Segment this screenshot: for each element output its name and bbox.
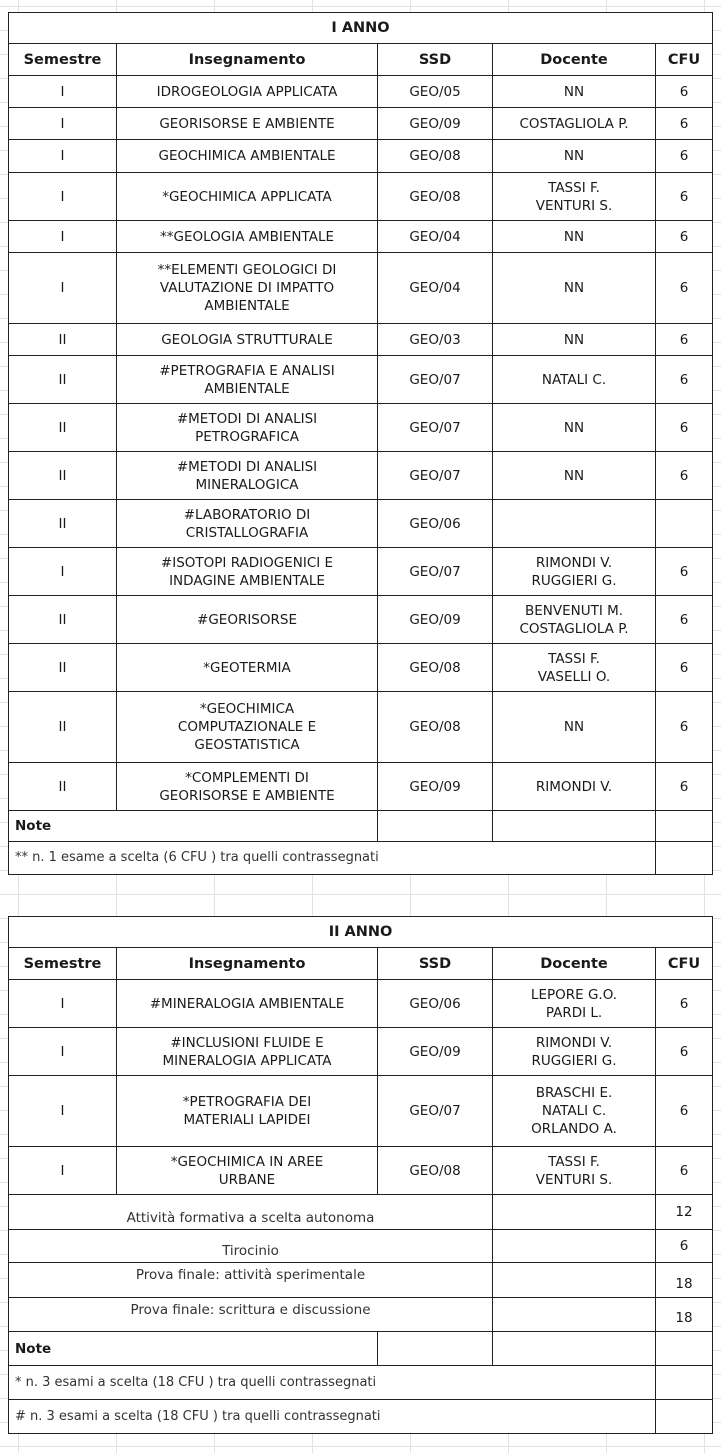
cell-cfu: 6	[656, 1147, 713, 1195]
cell-semestre: I	[9, 1147, 117, 1195]
cell-cfu: 6	[656, 140, 713, 173]
cell-insegnamento: **GEOLOGIA AMBIENTALE	[117, 221, 378, 253]
cell-ssd: GEO/09	[378, 596, 493, 644]
course-row	[9, 1076, 713, 1147]
cell-docente: TASSI F. VENTURI S.	[493, 173, 656, 221]
cell-docente: NN	[493, 221, 656, 253]
cell-docente: BENVENUTI M. COSTAGLIOLA P.	[493, 596, 656, 644]
course-row	[9, 356, 713, 404]
extra-activity-cfu: 18	[656, 1263, 713, 1298]
extra-activity-label: Tirocinio	[9, 1230, 493, 1263]
cell-ssd: GEO/03	[378, 324, 493, 356]
course-row	[9, 221, 713, 253]
cell-insegnamento: *PETROGRAFIA DEI MATERIALI LAPIDEI	[117, 1076, 378, 1147]
header-cfu: CFU	[656, 44, 713, 76]
cell-insegnamento: #METODI DI ANALISI MINERALOGICA	[117, 452, 378, 500]
cell-semestre: II	[9, 763, 117, 811]
cell-semestre: II	[9, 596, 117, 644]
empty-cell	[378, 1332, 493, 1366]
cell-semestre: I	[9, 76, 117, 108]
cell-cfu: 6	[656, 1076, 713, 1147]
empty-cell	[656, 842, 713, 875]
course-row	[9, 253, 713, 324]
cell-docente: COSTAGLIOLA P.	[493, 108, 656, 140]
empty-cell	[656, 1332, 713, 1366]
header-insegnamento: Insegnamento	[117, 948, 378, 980]
extra-activity-cfu: 12	[656, 1195, 713, 1230]
cell-semestre: I	[9, 221, 117, 253]
cell-semestre: II	[9, 356, 117, 404]
cell-semestre: I	[9, 173, 117, 221]
course-row	[9, 548, 713, 596]
header-docente: Docente	[493, 948, 656, 980]
empty-cell	[493, 1195, 656, 1230]
cell-insegnamento: *GEOCHIMICA COMPUTAZIONALE E GEOSTATISTICA	[117, 692, 378, 763]
cell-docente: LEPORE G.O. PARDI L.	[493, 980, 656, 1028]
cell-semestre: II	[9, 692, 117, 763]
header-ssd: SSD	[378, 948, 493, 980]
cell-docente: NN	[493, 404, 656, 452]
extra-activity-label: Attività formativa a scelta autonoma	[9, 1195, 493, 1230]
empty-cell	[493, 1230, 656, 1263]
cell-docente: NN	[493, 452, 656, 500]
cell-ssd: GEO/09	[378, 108, 493, 140]
cell-ssd: GEO/07	[378, 404, 493, 452]
cell-cfu: 6	[656, 980, 713, 1028]
cell-ssd: GEO/07	[378, 1076, 493, 1147]
empty-cell	[493, 1298, 656, 1332]
cell-semestre: II	[9, 644, 117, 692]
header-docente: Docente	[493, 44, 656, 76]
course-row	[9, 1028, 713, 1076]
cell-cfu: 6	[656, 644, 713, 692]
cell-cfu: 6	[656, 452, 713, 500]
cell-cfu: 6	[656, 221, 713, 253]
course-row	[9, 140, 713, 173]
course-row	[9, 108, 713, 140]
year2-table	[8, 916, 713, 1434]
cell-semestre: II	[9, 404, 117, 452]
cell-insegnamento: GEOLOGIA STRUTTURALE	[117, 324, 378, 356]
cell-docente: RIMONDI V.	[493, 763, 656, 811]
cell-ssd: GEO/08	[378, 140, 493, 173]
cell-insegnamento: *COMPLEMENTI DI GEORISORSE E AMBIENTE	[117, 763, 378, 811]
cell-cfu: 6	[656, 76, 713, 108]
cell-docente: BRASCHI E. NATALI C. ORLANDO A.	[493, 1076, 656, 1147]
cell-semestre: I	[9, 140, 117, 173]
cell-ssd: GEO/09	[378, 763, 493, 811]
cell-insegnamento: #METODI DI ANALISI PETROGRAFICA	[117, 404, 378, 452]
cell-docente: NN	[493, 140, 656, 173]
cell-insegnamento: *GEOCHIMICA APPLICATA	[117, 173, 378, 221]
cell-ssd: GEO/07	[378, 452, 493, 500]
course-row	[9, 500, 713, 548]
cell-semestre: I	[9, 108, 117, 140]
empty-cell	[656, 811, 713, 842]
extra-activity-cfu: 6	[656, 1230, 713, 1263]
cell-semestre: II	[9, 452, 117, 500]
cell-cfu: 6	[656, 108, 713, 140]
empty-cell	[656, 1400, 713, 1434]
header-semestre: Semestre	[9, 44, 117, 76]
cell-docente	[493, 500, 656, 548]
cell-insegnamento: **ELEMENTI GEOLOGICI DI VALUTAZIONE DI IMPATTO AMBIENTALE	[117, 253, 378, 324]
course-row	[9, 173, 713, 221]
year1-title: I ANNO	[9, 13, 713, 44]
cell-insegnamento: *GEOCHIMICA IN AREE URBANE	[117, 1147, 378, 1195]
cell-docente: TASSI F. VASELLI O.	[493, 644, 656, 692]
cell-semestre: II	[9, 500, 117, 548]
course-row	[9, 324, 713, 356]
cell-ssd: GEO/08	[378, 692, 493, 763]
extra-activity-label: Prova finale: scrittura e discussione	[9, 1298, 493, 1332]
cell-ssd: GEO/09	[378, 1028, 493, 1076]
cell-insegnamento: GEORISORSE E AMBIENTE	[117, 108, 378, 140]
cell-docente: NN	[493, 324, 656, 356]
note-text: ** n. 1 esame a scelta (6 CFU ) tra quelli contrassegnati	[9, 842, 656, 875]
note-text: # n. 3 esami a scelta (18 CFU ) tra quelli contrassegnati	[9, 1400, 656, 1434]
cell-ssd: GEO/07	[378, 356, 493, 404]
year1-table	[8, 12, 713, 875]
course-row	[9, 1147, 713, 1195]
cell-cfu: 6	[656, 1028, 713, 1076]
year2-title: II ANNO	[9, 917, 713, 948]
cell-ssd: GEO/04	[378, 253, 493, 324]
cell-semestre: I	[9, 548, 117, 596]
cell-insegnamento: #MINERALOGIA AMBIENTALE	[117, 980, 378, 1028]
cell-cfu: 6	[656, 692, 713, 763]
course-row	[9, 980, 713, 1028]
cell-cfu: 6	[656, 404, 713, 452]
cell-cfu	[656, 500, 713, 548]
cell-docente: NN	[493, 692, 656, 763]
cell-insegnamento: *GEOTERMIA	[117, 644, 378, 692]
cell-ssd: GEO/07	[378, 548, 493, 596]
course-row	[9, 596, 713, 644]
cell-insegnamento: #LABORATORIO DI CRISTALLOGRAFIA	[117, 500, 378, 548]
course-row	[9, 76, 713, 108]
cell-docente: NN	[493, 76, 656, 108]
cell-insegnamento: #INCLUSIONI FLUIDE E MINERALOGIA APPLICATA	[117, 1028, 378, 1076]
header-ssd: SSD	[378, 44, 493, 76]
cell-insegnamento: IDROGEOLOGIA APPLICATA	[117, 76, 378, 108]
cell-semestre: I	[9, 980, 117, 1028]
cell-semestre: II	[9, 324, 117, 356]
cell-ssd: GEO/06	[378, 980, 493, 1028]
cell-cfu: 6	[656, 596, 713, 644]
cell-ssd: GEO/08	[378, 644, 493, 692]
course-row	[9, 452, 713, 500]
cell-ssd: GEO/08	[378, 1147, 493, 1195]
course-row	[9, 404, 713, 452]
course-row	[9, 692, 713, 763]
cell-ssd: GEO/04	[378, 221, 493, 253]
cell-cfu: 6	[656, 356, 713, 404]
cell-insegnamento: #ISOTOPI RADIOGENICI E INDAGINE AMBIENTALE	[117, 548, 378, 596]
note-label: Note	[9, 1332, 378, 1366]
cell-docente: TASSI F. VENTURI S.	[493, 1147, 656, 1195]
cell-insegnamento: #GEORISORSE	[117, 596, 378, 644]
course-row	[9, 644, 713, 692]
cell-docente: RIMONDI V. RUGGIERI G.	[493, 1028, 656, 1076]
cell-ssd: GEO/08	[378, 173, 493, 221]
cell-cfu: 6	[656, 548, 713, 596]
cell-insegnamento: #PETROGRAFIA E ANALISI AMBIENTALE	[117, 356, 378, 404]
empty-cell	[378, 811, 493, 842]
header-cfu: CFU	[656, 948, 713, 980]
header-insegnamento: Insegnamento	[117, 44, 378, 76]
cell-cfu: 6	[656, 173, 713, 221]
empty-cell	[493, 1332, 656, 1366]
cell-cfu: 6	[656, 763, 713, 811]
note-text: * n. 3 esami a scelta (18 CFU ) tra quelli contrassegnati	[9, 1366, 656, 1400]
cell-docente: NATALI C.	[493, 356, 656, 404]
extra-activity-cfu: 18	[656, 1298, 713, 1332]
cell-cfu: 6	[656, 253, 713, 324]
empty-cell	[656, 1366, 713, 1400]
cell-ssd: GEO/06	[378, 500, 493, 548]
cell-cfu: 6	[656, 324, 713, 356]
cell-semestre: I	[9, 1076, 117, 1147]
cell-semestre: I	[9, 253, 117, 324]
cell-semestre: I	[9, 1028, 117, 1076]
course-row	[9, 763, 713, 811]
extra-activity-label: Prova finale: attività sperimentale	[9, 1263, 493, 1298]
header-semestre: Semestre	[9, 948, 117, 980]
cell-ssd: GEO/05	[378, 76, 493, 108]
cell-insegnamento: GEOCHIMICA AMBIENTALE	[117, 140, 378, 173]
empty-cell	[493, 1263, 656, 1298]
note-label: Note	[9, 811, 378, 842]
cell-docente: RIMONDI V. RUGGIERI G.	[493, 548, 656, 596]
empty-cell	[493, 811, 656, 842]
cell-docente: NN	[493, 253, 656, 324]
